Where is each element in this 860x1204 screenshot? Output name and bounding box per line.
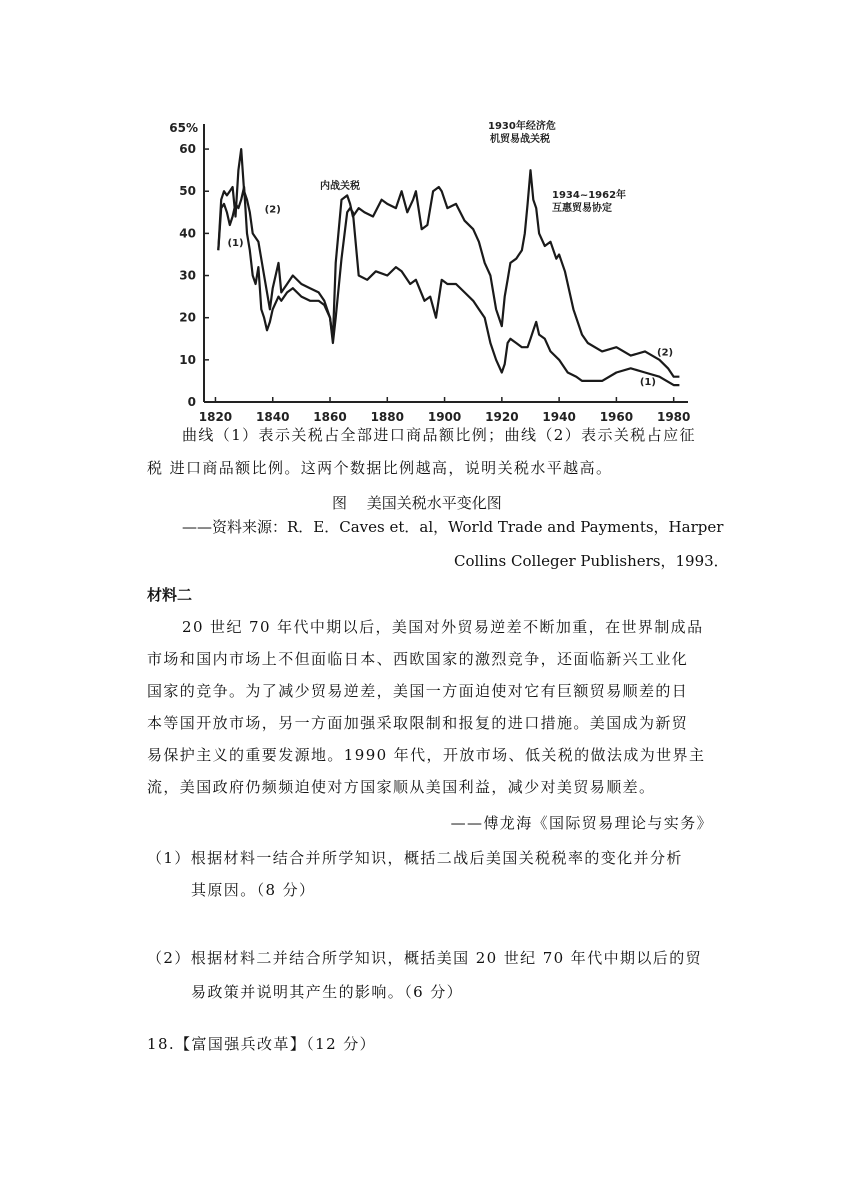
x-tick-label: 1860 — [313, 410, 347, 424]
label-crisis-line1: 1930年经济危 — [488, 121, 556, 132]
x-tick-label: 1840 — [256, 410, 290, 424]
curve-label: (2) — [264, 204, 281, 216]
y-tick-label: 0 — [187, 395, 196, 409]
question-2-line1: （2）根据材料二并结合所学知识，概括美国 20 世纪 70 年代中期以后的贸 — [147, 949, 702, 967]
next-item-heading: 18.【富国强兵改革】（12 分） — [147, 1035, 377, 1053]
y-unit-label: 65% — [169, 121, 198, 135]
material2-body — [147, 611, 727, 803]
label-reciprocal-line1: 1934~1962年 — [552, 190, 627, 201]
x-tick-label: 1900 — [427, 410, 462, 424]
x-tick-label: 1920 — [485, 410, 519, 424]
material2-line: 市场和国内市场上不但面临日本、西欧国家的激烈竞争，还面临新兴工业化 — [147, 650, 689, 668]
y-tick-label: 40 — [179, 226, 196, 241]
figure-caption: 图 美国关税水平变化图 — [332, 494, 502, 512]
y-tick-label: 30 — [179, 268, 196, 283]
question-1-line2: 其原因。（8 分） — [191, 881, 316, 899]
question-1-line1: （1）根据材料一结合并所学知识，概括二战后美国关税税率的变化并分析 — [147, 849, 683, 867]
y-tick-label: 60 — [179, 142, 196, 157]
material2-line: 国家的竞争。为了减少贸易逆差，美国一方面迫使对它有巨额贸易顺差的日 — [147, 682, 689, 700]
chart-lines — [218, 149, 679, 385]
figure-note-line1: 曲线（1）表示关税占全部进口商品额比例；曲线（2）表示关税占应征 — [182, 426, 696, 444]
curve-label: (1) — [639, 377, 656, 389]
figure-note-line2: 税 进口商品额比例。这两个数据比例越高，说明关税水平越高。 — [147, 459, 613, 477]
x-tick-label: 1980 — [656, 410, 691, 424]
material2-line: 流，美国政府仍频频迫使对方国家顺从美国利益，减少对美贸易顺差。 — [147, 778, 656, 796]
x-tick-label: 1820 — [198, 410, 233, 424]
chart-annotations — [227, 204, 673, 388]
label-reciprocal-line2: 互惠贸易协定 — [552, 203, 612, 214]
label-crisis-line2: 机贸易战关税 — [490, 134, 550, 145]
y-tick-label: 10 — [179, 352, 196, 367]
tariff-chart — [160, 112, 700, 427]
material2-line: 本等国开放市场，另一方面加强采取限制和报复的进口措施。美国成为新贸 — [147, 714, 689, 732]
question-2-line2: 易政策并说明其产生的影响。（6 分） — [191, 983, 464, 1001]
material2-line: 20 世纪 70 年代中期以后，美国对外贸易逆差不断加重，在世界制成品 — [182, 618, 704, 636]
x-tick-label: 1880 — [370, 410, 404, 424]
y-tick-label: 20 — [179, 310, 196, 325]
label-civil-war-tariff: 内战关税 — [320, 181, 360, 192]
figure-source-line2: Collins Colleger Publishers，1993． — [454, 552, 729, 570]
x-tick-label: 1960 — [599, 410, 634, 424]
series-line-2 — [218, 149, 679, 377]
material2-heading: 材料二 — [147, 586, 193, 604]
chart-axes — [169, 121, 690, 424]
figure-source-line1: ——资料来源：R．E．Caves et．al，World Trade and Payments，Harper — [182, 518, 724, 536]
material2-line: 易保护主义的重要发源地。1990 年代，开放市场、低关税的做法成为世界主 — [147, 746, 706, 764]
curve-label: (1) — [227, 238, 244, 250]
y-tick-label: 50 — [179, 184, 196, 199]
curve-label: (2) — [657, 347, 674, 359]
series-line-1 — [218, 187, 679, 385]
material2-source: ——傅龙海《国际贸易理论与实务》 — [450, 814, 713, 832]
x-tick-label: 1940 — [542, 410, 576, 424]
